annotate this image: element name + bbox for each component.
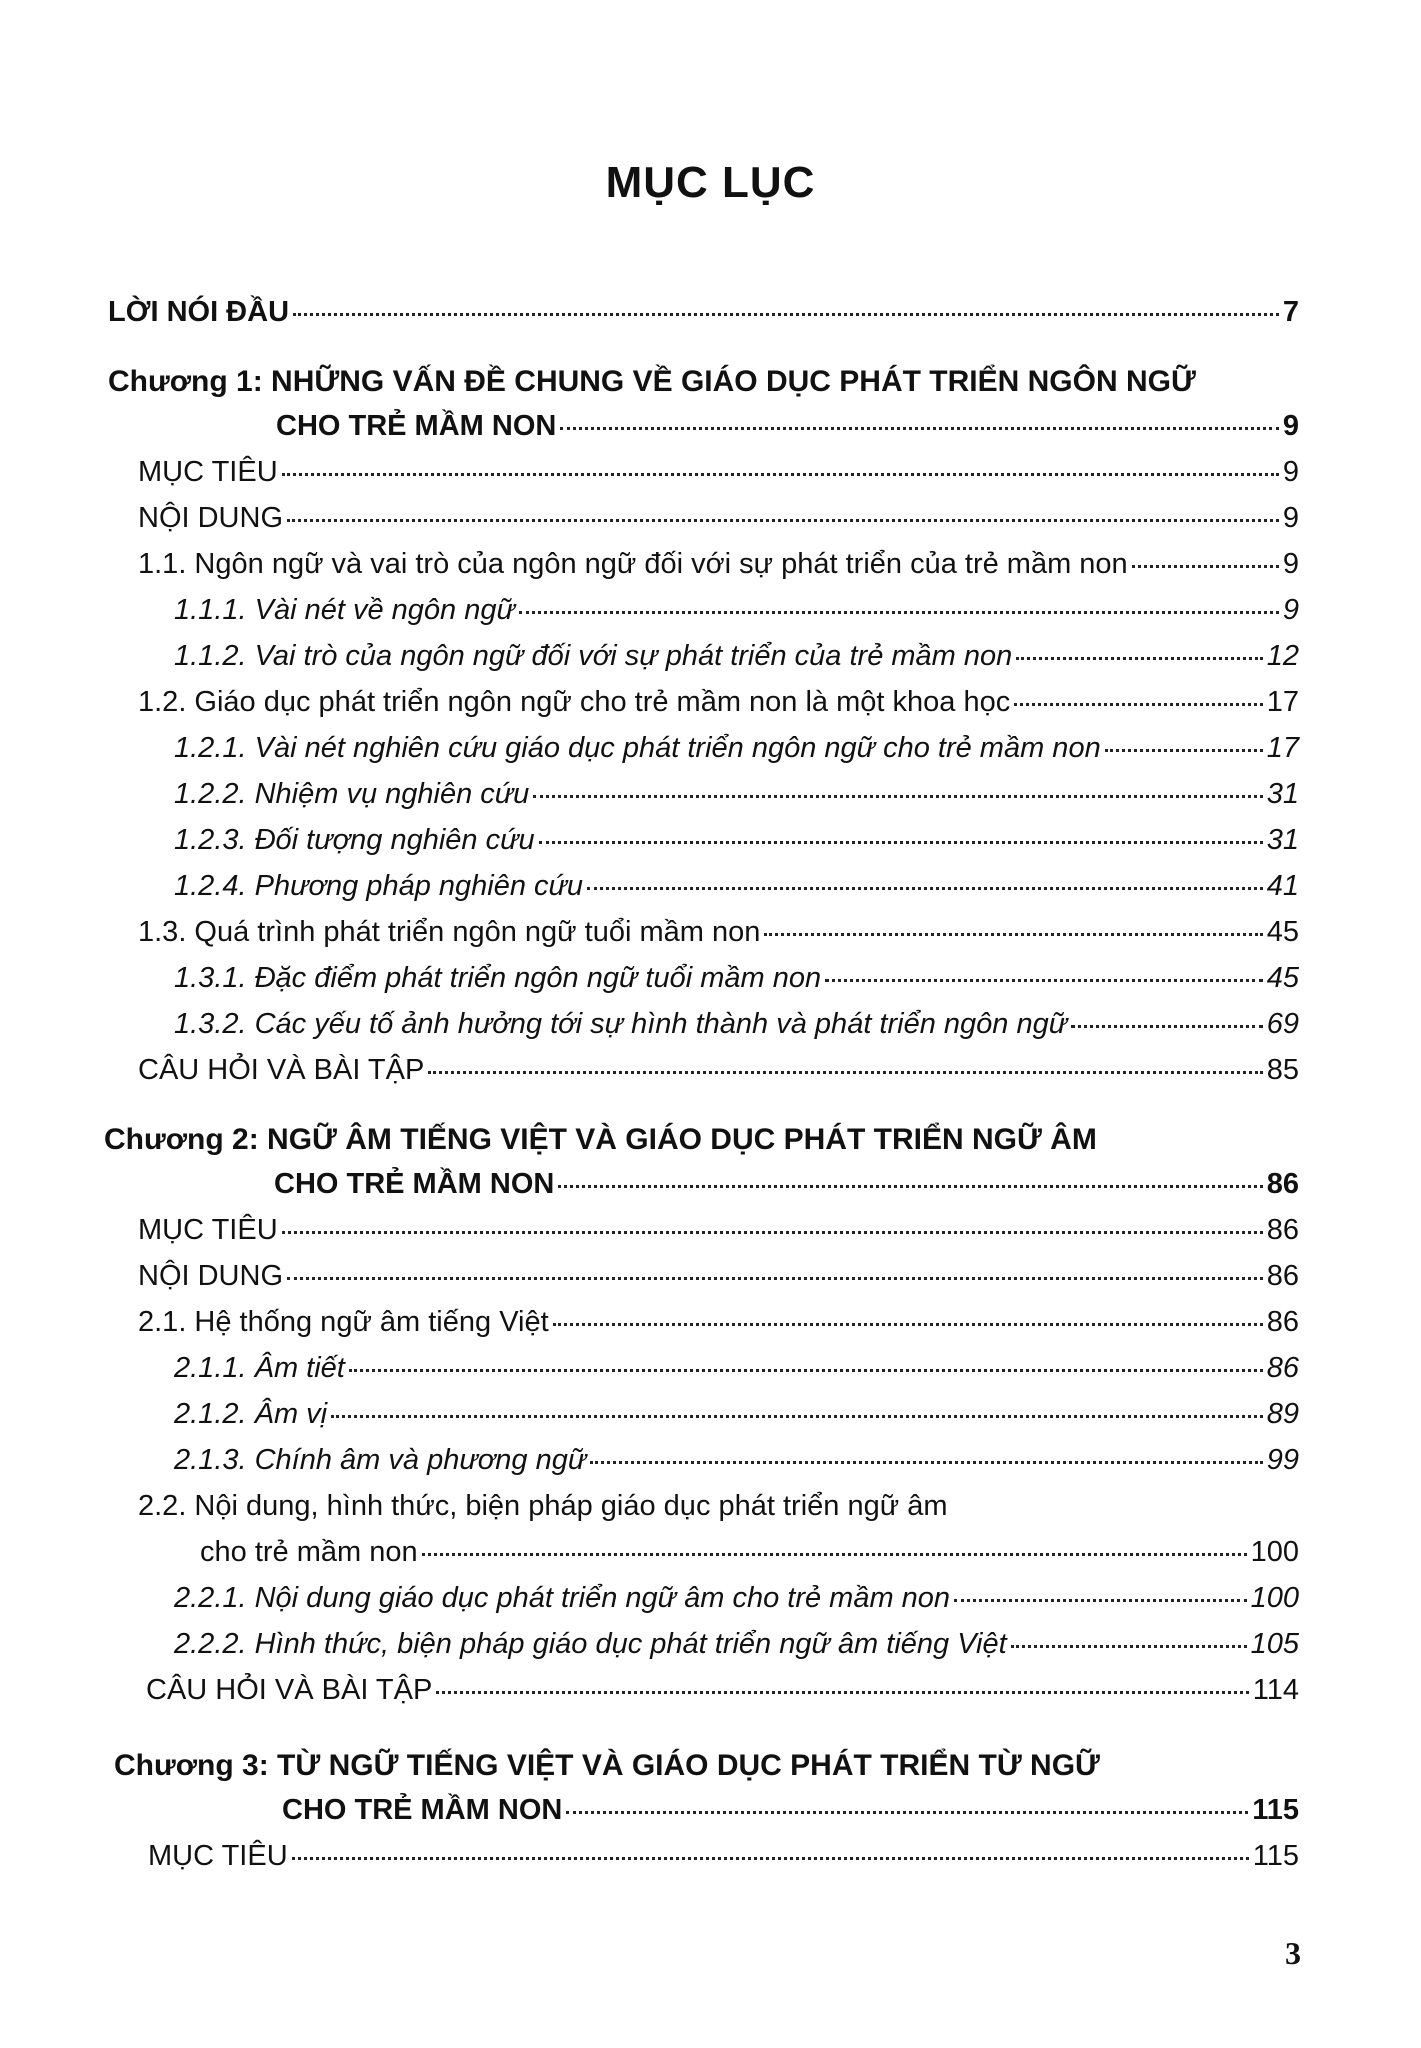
toc-entry[interactable]: [138, 1050, 1299, 1090]
toc-page-number: 115: [1252, 1794, 1299, 1826]
dot-leader: [349, 1369, 1263, 1372]
chapter-3-entry[interactable]: [282, 1790, 1299, 1830]
toc-page-number: 41: [1266, 870, 1299, 902]
toc-label: 1.2.1. Vài nét nghiên cứu giáo dục phát triển ngôn ngữ cho trẻ mầm non: [174, 732, 1101, 764]
toc-page-number: 31: [1266, 824, 1299, 856]
toc-entry[interactable]: [174, 866, 1299, 906]
toc-label: CÂU HỎI VÀ BÀI TẬP: [146, 1674, 433, 1706]
chapter-3-heading[interactable]: Chương 3: TỪ NGỮ TIẾNG VIỆT VÀ GIÁO DỤC PHÁT TRIỂN TỪ NGỮ: [114, 1749, 1100, 1782]
toc-page-number: 9: [1282, 548, 1299, 580]
page-number: 3: [1285, 1935, 1301, 1971]
toc-page-number: 85: [1266, 1054, 1299, 1086]
toc-entry[interactable]: [174, 1004, 1299, 1044]
toc-page-number: 105: [1250, 1628, 1299, 1660]
toc-label: 2.1.3. Chính âm và phương ngữ: [174, 1444, 587, 1476]
toc-page-number: 86: [1266, 1214, 1299, 1246]
toc-label: 2.1.2. Âm vị: [174, 1398, 328, 1430]
dot-leader: [553, 1323, 1263, 1326]
toc-entry[interactable]: [138, 544, 1299, 584]
toc-label: 1.2.3. Đối tượng nghiên cứu: [174, 824, 535, 856]
toc-label: 1.1. Ngôn ngữ và vai trò của ngôn ngữ đối với sự phát triển của trẻ mầm non: [138, 548, 1128, 580]
dot-leader: [293, 313, 1279, 316]
toc-entry[interactable]: [174, 636, 1299, 676]
dot-leader: [287, 1277, 1263, 1280]
toc-entry[interactable]: [138, 452, 1299, 492]
chapter-2-heading[interactable]: Chương 2: NGỮ ÂM TIẾNG VIỆT VÀ GIÁO DỤC PHÁT TRIỂN NGỮ ÂM: [104, 1123, 1097, 1156]
dot-leader: [1071, 1025, 1263, 1028]
toc-page-number: 86: [1266, 1306, 1299, 1338]
toc-entry[interactable]: [174, 1624, 1299, 1664]
toc-label: CHO TRẺ MẦM NON: [282, 1794, 563, 1826]
toc-entry[interactable]: [138, 498, 1299, 538]
dot-leader: [558, 1185, 1262, 1188]
dot-leader: [825, 979, 1263, 982]
toc-page-number: 115: [1252, 1840, 1299, 1872]
toc-page-number: 17: [1266, 732, 1299, 764]
toc-entry[interactable]: [138, 1302, 1299, 1342]
dot-leader: [282, 473, 1279, 476]
toc-label: 1.1.1. Vài nét về ngôn ngữ: [174, 594, 515, 626]
chapter-2-entry[interactable]: [274, 1164, 1299, 1204]
dot-leader: [436, 1691, 1248, 1694]
dot-leader: [287, 519, 1279, 522]
dot-leader: [428, 1071, 1262, 1074]
toc-page-number: 114: [1252, 1674, 1299, 1706]
dot-leader: [539, 841, 1263, 844]
toc-label: NỘI DUNG: [138, 1260, 283, 1292]
toc-entry-intro[interactable]: [108, 292, 1299, 332]
toc-page-number: 9: [1282, 594, 1299, 626]
toc-label: 2.2. Nội dung, hình thức, biện pháp giáo dục phát triển ngữ âm: [138, 1490, 948, 1522]
toc-label: 2.1.1. Âm tiết: [174, 1352, 345, 1384]
toc-page-number: 9: [1282, 410, 1299, 442]
toc-label: 1.3.1. Đặc điểm phát triển ngôn ngữ tuổi mầm non: [174, 962, 822, 994]
toc-entry[interactable]: [138, 1256, 1299, 1296]
toc-label: 1.2. Giáo dục phát triển ngôn ngữ cho trẻ mầm non là một khoa học: [138, 686, 1011, 718]
toc-entry[interactable]: [174, 774, 1299, 814]
toc-entry[interactable]: [148, 1836, 1299, 1876]
dot-leader: [1105, 749, 1263, 752]
toc-label: CHO TRẺ MẦM NON: [274, 1168, 555, 1200]
toc-page-number: 17: [1266, 686, 1299, 718]
dot-leader: [1011, 1645, 1247, 1648]
toc-entry[interactable]: [174, 590, 1299, 630]
toc-label: 1.1.2. Vai trò của ngôn ngữ đối với sự phát triển của trẻ mầm non: [174, 640, 1013, 672]
dot-leader: [533, 795, 1262, 798]
dot-leader: [764, 933, 1262, 936]
toc-entry[interactable]: [138, 682, 1299, 722]
dot-leader: [1016, 657, 1262, 660]
toc-entry[interactable]: [138, 1486, 1299, 1526]
dot-leader: [560, 427, 1279, 430]
toc-page-number: 86: [1266, 1352, 1299, 1384]
toc-label: 2.1. Hệ thống ngữ âm tiếng Việt: [138, 1306, 549, 1338]
toc-label: 2.2.2. Hình thức, biện pháp giáo dục phát triển ngữ âm tiếng Việt: [174, 1628, 1007, 1660]
toc-entry[interactable]: [174, 820, 1299, 860]
toc-page-number: 12: [1266, 640, 1299, 672]
toc-label: 1.2.2. Nhiệm vụ nghiên cứu: [174, 778, 530, 810]
toc-label: MỤC TIÊU: [148, 1840, 288, 1872]
toc-entry[interactable]: [138, 912, 1299, 952]
toc-label: cho trẻ mầm non: [200, 1536, 418, 1568]
toc-page-number: 69: [1266, 1008, 1299, 1040]
toc-page-number: 100: [1250, 1536, 1299, 1568]
toc-page-number: 31: [1266, 778, 1299, 810]
dot-leader: [587, 887, 1263, 890]
dot-leader: [590, 1461, 1263, 1464]
toc-label: CHO TRẺ MẦM NON: [276, 410, 557, 442]
dot-leader: [1014, 703, 1263, 706]
toc-label: CÂU HỎI VÀ BÀI TẬP: [138, 1054, 425, 1086]
toc-page-number: 100: [1250, 1582, 1299, 1614]
toc-entry[interactable]: [146, 1670, 1299, 1710]
toc-page-number: 9: [1282, 456, 1299, 488]
dot-leader: [519, 611, 1279, 614]
toc-label: 1.2.4. Phương pháp nghiên cứu: [174, 870, 584, 902]
toc-entry[interactable]: [174, 1394, 1299, 1434]
toc-entry[interactable]: [174, 1440, 1299, 1480]
toc-page-number: 45: [1266, 962, 1299, 994]
toc-entry-continuation[interactable]: [200, 1532, 1299, 1572]
toc-page-number: 45: [1266, 916, 1299, 948]
toc-label: NỘI DUNG: [138, 502, 283, 534]
toc-page-number: 9: [1282, 502, 1299, 534]
dot-leader: [282, 1231, 1263, 1234]
dot-leader: [954, 1599, 1247, 1602]
toc-label: MỤC TIÊU: [138, 1214, 278, 1246]
toc-label: MỤC TIÊU: [138, 456, 278, 488]
toc-label: 1.3.2. Các yếu tố ảnh hưởng tới sự hình thành và phát triển ngôn ngữ: [174, 1008, 1068, 1040]
toc-entry[interactable]: [174, 1348, 1299, 1388]
chapter-1-entry[interactable]: [276, 406, 1299, 446]
dot-leader: [1132, 565, 1279, 568]
toc-label: 1.3. Quá trình phát triển ngôn ngữ tuổi mầm non: [138, 916, 761, 948]
toc-page-number: 99: [1266, 1444, 1299, 1476]
toc-page-number: 89: [1266, 1398, 1299, 1430]
dot-leader: [292, 1857, 1249, 1860]
toc-label: LỜI NÓI ĐẦU: [108, 296, 290, 328]
toc-label: 2.2.1. Nội dung giáo dục phát triển ngữ âm cho trẻ mầm non: [174, 1582, 951, 1614]
page-title: MỤC LỤC: [605, 158, 816, 207]
toc-page-number: 86: [1266, 1260, 1299, 1292]
toc-entry[interactable]: [138, 1210, 1299, 1250]
toc-entry[interactable]: [174, 728, 1299, 768]
dot-leader: [422, 1553, 1247, 1556]
toc-entry[interactable]: [174, 958, 1299, 998]
chapter-1-heading[interactable]: Chương 1: NHỮNG VẤN ĐỀ CHUNG VỀ GIÁO DỤC PHÁT TRIỂN NGÔN NGỮ: [108, 365, 1196, 398]
dot-leader: [566, 1811, 1248, 1814]
toc-page-number: 86: [1266, 1168, 1299, 1200]
dot-leader: [331, 1415, 1263, 1418]
toc-entry[interactable]: [174, 1578, 1299, 1618]
toc-page-number: 7: [1282, 296, 1299, 328]
